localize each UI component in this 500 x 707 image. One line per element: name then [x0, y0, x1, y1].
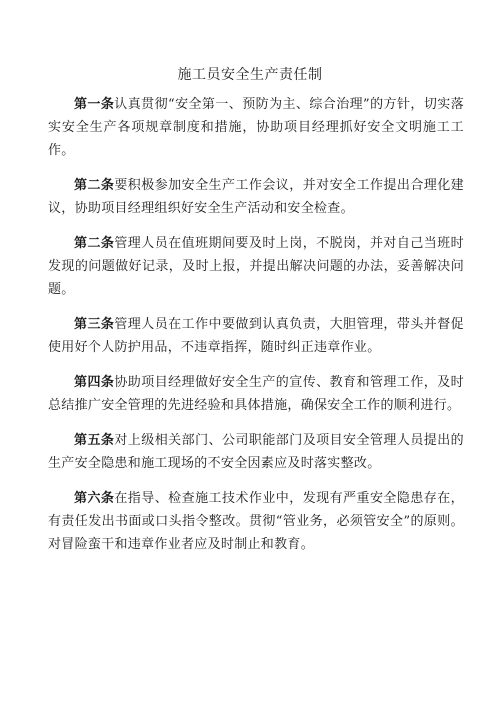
article-text: 在指导、检查施工技术作业中，发现有严重安全隐患存在，有责任发出书面或口头指令整改。贯彻“管业务，必须管安全”的原则。对冒险蛮干和违章作业者应及时制止和教育。	[48, 491, 464, 552]
article-label: 第二条	[74, 178, 115, 193]
document-title: 施工员安全生产责任制	[177, 67, 323, 83]
article-label: 第四条	[74, 375, 115, 390]
article-label: 第三条	[74, 317, 115, 332]
article-text: 对上级相关部门、公司职能部门及项目安全管理人员提出的生产安全隐患和施工现场的不安全因素应及时落实整改。	[48, 433, 464, 471]
document-body	[48, 93, 464, 568]
article-text: 协助项目经理做好安全生产的宣传、教育和管理工作，及时总结推广安全管理的先进经验和具体措施，确保安全工作的顺利进行。	[48, 375, 464, 413]
paragraph-article-3	[48, 313, 464, 359]
article-text: 认真贯彻“安全第一、预防为主、综合治理”的方针，切实落实安全生产各项规章制度和措施，协助项目经理抓好安全文明施工工作。	[48, 97, 464, 158]
paragraph-article-2b	[48, 232, 464, 301]
article-text: 管理人员在工作中要做到认真负责，大胆管理，带头并督促使用好个人防护用品，不违章指挥，随时纠正违章作业。	[48, 317, 464, 355]
paragraph-article-1	[48, 93, 464, 162]
article-text: 要积极参加安全生产工作会议，并对安全工作提出合理化建议，协助项目经理组织好安全生产活动和安全检查。	[48, 178, 464, 216]
paragraph-article-6	[48, 487, 464, 556]
article-label: 第二条	[74, 236, 115, 251]
paragraph-article-5	[48, 429, 464, 475]
paragraph-article-2	[48, 174, 464, 220]
paragraph-article-4	[48, 371, 464, 417]
article-text: 管理人员在值班期间要及时上岗，不脱岗，并对自己当班时发现的问题做好记录，及时上报，并提出解决问题的办法，妥善解决问题。	[48, 236, 464, 297]
article-label: 第五条	[74, 433, 115, 448]
article-label: 第一条	[74, 97, 115, 112]
article-label: 第六条	[74, 491, 115, 506]
